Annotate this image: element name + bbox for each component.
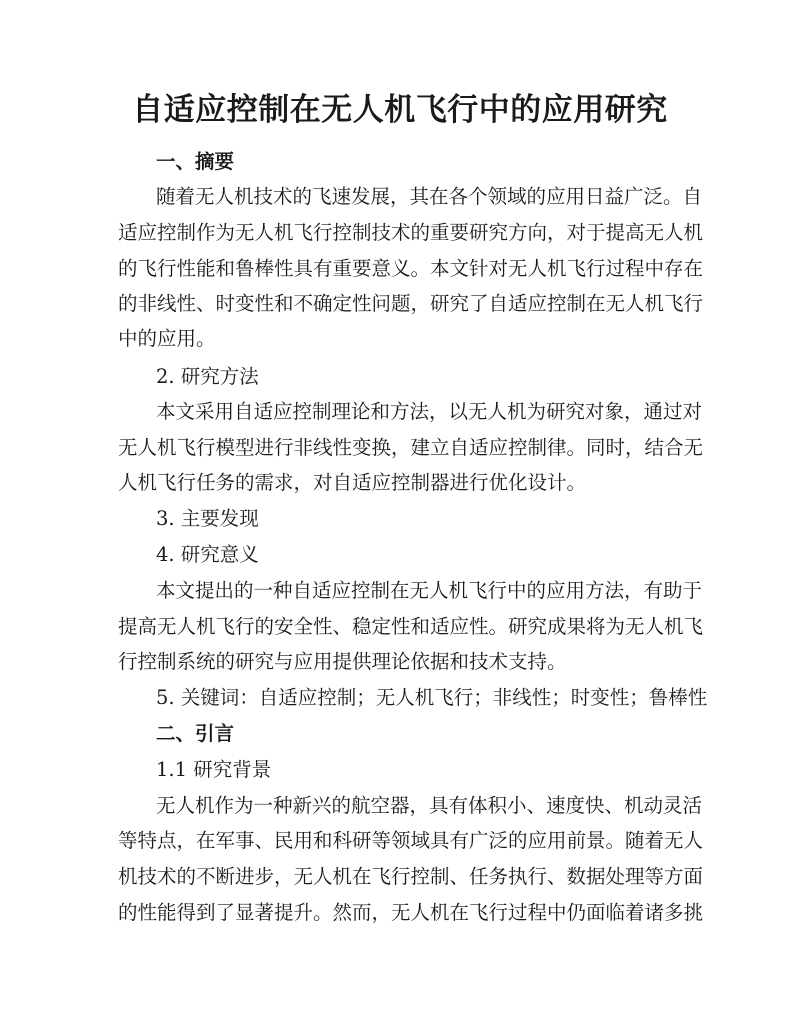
document-title: 自适应控制在无人机飞行中的应用研究 <box>132 92 668 128</box>
paragraph-line: 人机飞行任务的需求，对自适应控制器进行优化设计。 <box>118 471 587 494</box>
section-heading-abstract: 一、摘要 <box>156 150 235 173</box>
keywords-line: 5. 关键词：自适应控制；无人机飞行；非线性；时变性；鲁棒性 <box>156 686 708 709</box>
paragraph-line: 适应控制作为无人机飞行控制技术的重要研究方向，对于提高无人机 <box>118 221 704 244</box>
paragraph-line: 本文提出的一种自适应控制在无人机飞行中的应用方法，有助于 <box>156 579 703 602</box>
paragraph-line: 随着无人机技术的飞速发展，其在各个领域的应用日益广泛。自 <box>156 185 703 208</box>
paragraph-line: 的飞行性能和鲁棒性具有重要意义。本文针对无人机飞行过程中存在 <box>118 257 704 280</box>
paragraph-line: 无人机飞行模型进行非线性变换，建立自适应控制律。同时，结合无 <box>118 436 704 459</box>
paragraph-line: 机技术的不断进步，无人机在飞行控制、任务执行、数据处理等方面 <box>118 865 704 888</box>
paragraph-line: 等特点，在军事、民用和科研等领域具有广泛的应用前景。随着无人 <box>118 829 704 852</box>
subheading-main-findings: 3. 主要发现 <box>156 507 259 530</box>
paragraph-line: 本文采用自适应控制理论和方法，以无人机为研究对象，通过对 <box>156 400 703 423</box>
paragraph-line: 的性能得到了显著提升。然而，无人机在飞行过程中仍面临着诸多挑 <box>118 901 704 924</box>
subheading-research-background: 1.1 研究背景 <box>156 758 272 781</box>
section-heading-introduction: 二、引言 <box>156 722 235 745</box>
paragraph-line: 行控制系统的研究与应用提供理论依据和技术支持。 <box>118 650 567 673</box>
paragraph-line: 中的应用。 <box>118 327 216 350</box>
subheading-research-method: 2. 研究方法 <box>156 365 259 388</box>
paragraph-line: 提高无人机飞行的安全性、稳定性和适应性。研究成果将为无人机飞 <box>118 615 704 638</box>
paragraph-line: 的非线性、时变性和不确定性问题，研究了自适应控制在无人机飞行 <box>118 292 704 315</box>
subheading-significance: 4. 研究意义 <box>156 543 259 566</box>
paragraph-line: 无人机作为一种新兴的航空器，具有体积小、速度快、机动灵活 <box>156 794 703 817</box>
